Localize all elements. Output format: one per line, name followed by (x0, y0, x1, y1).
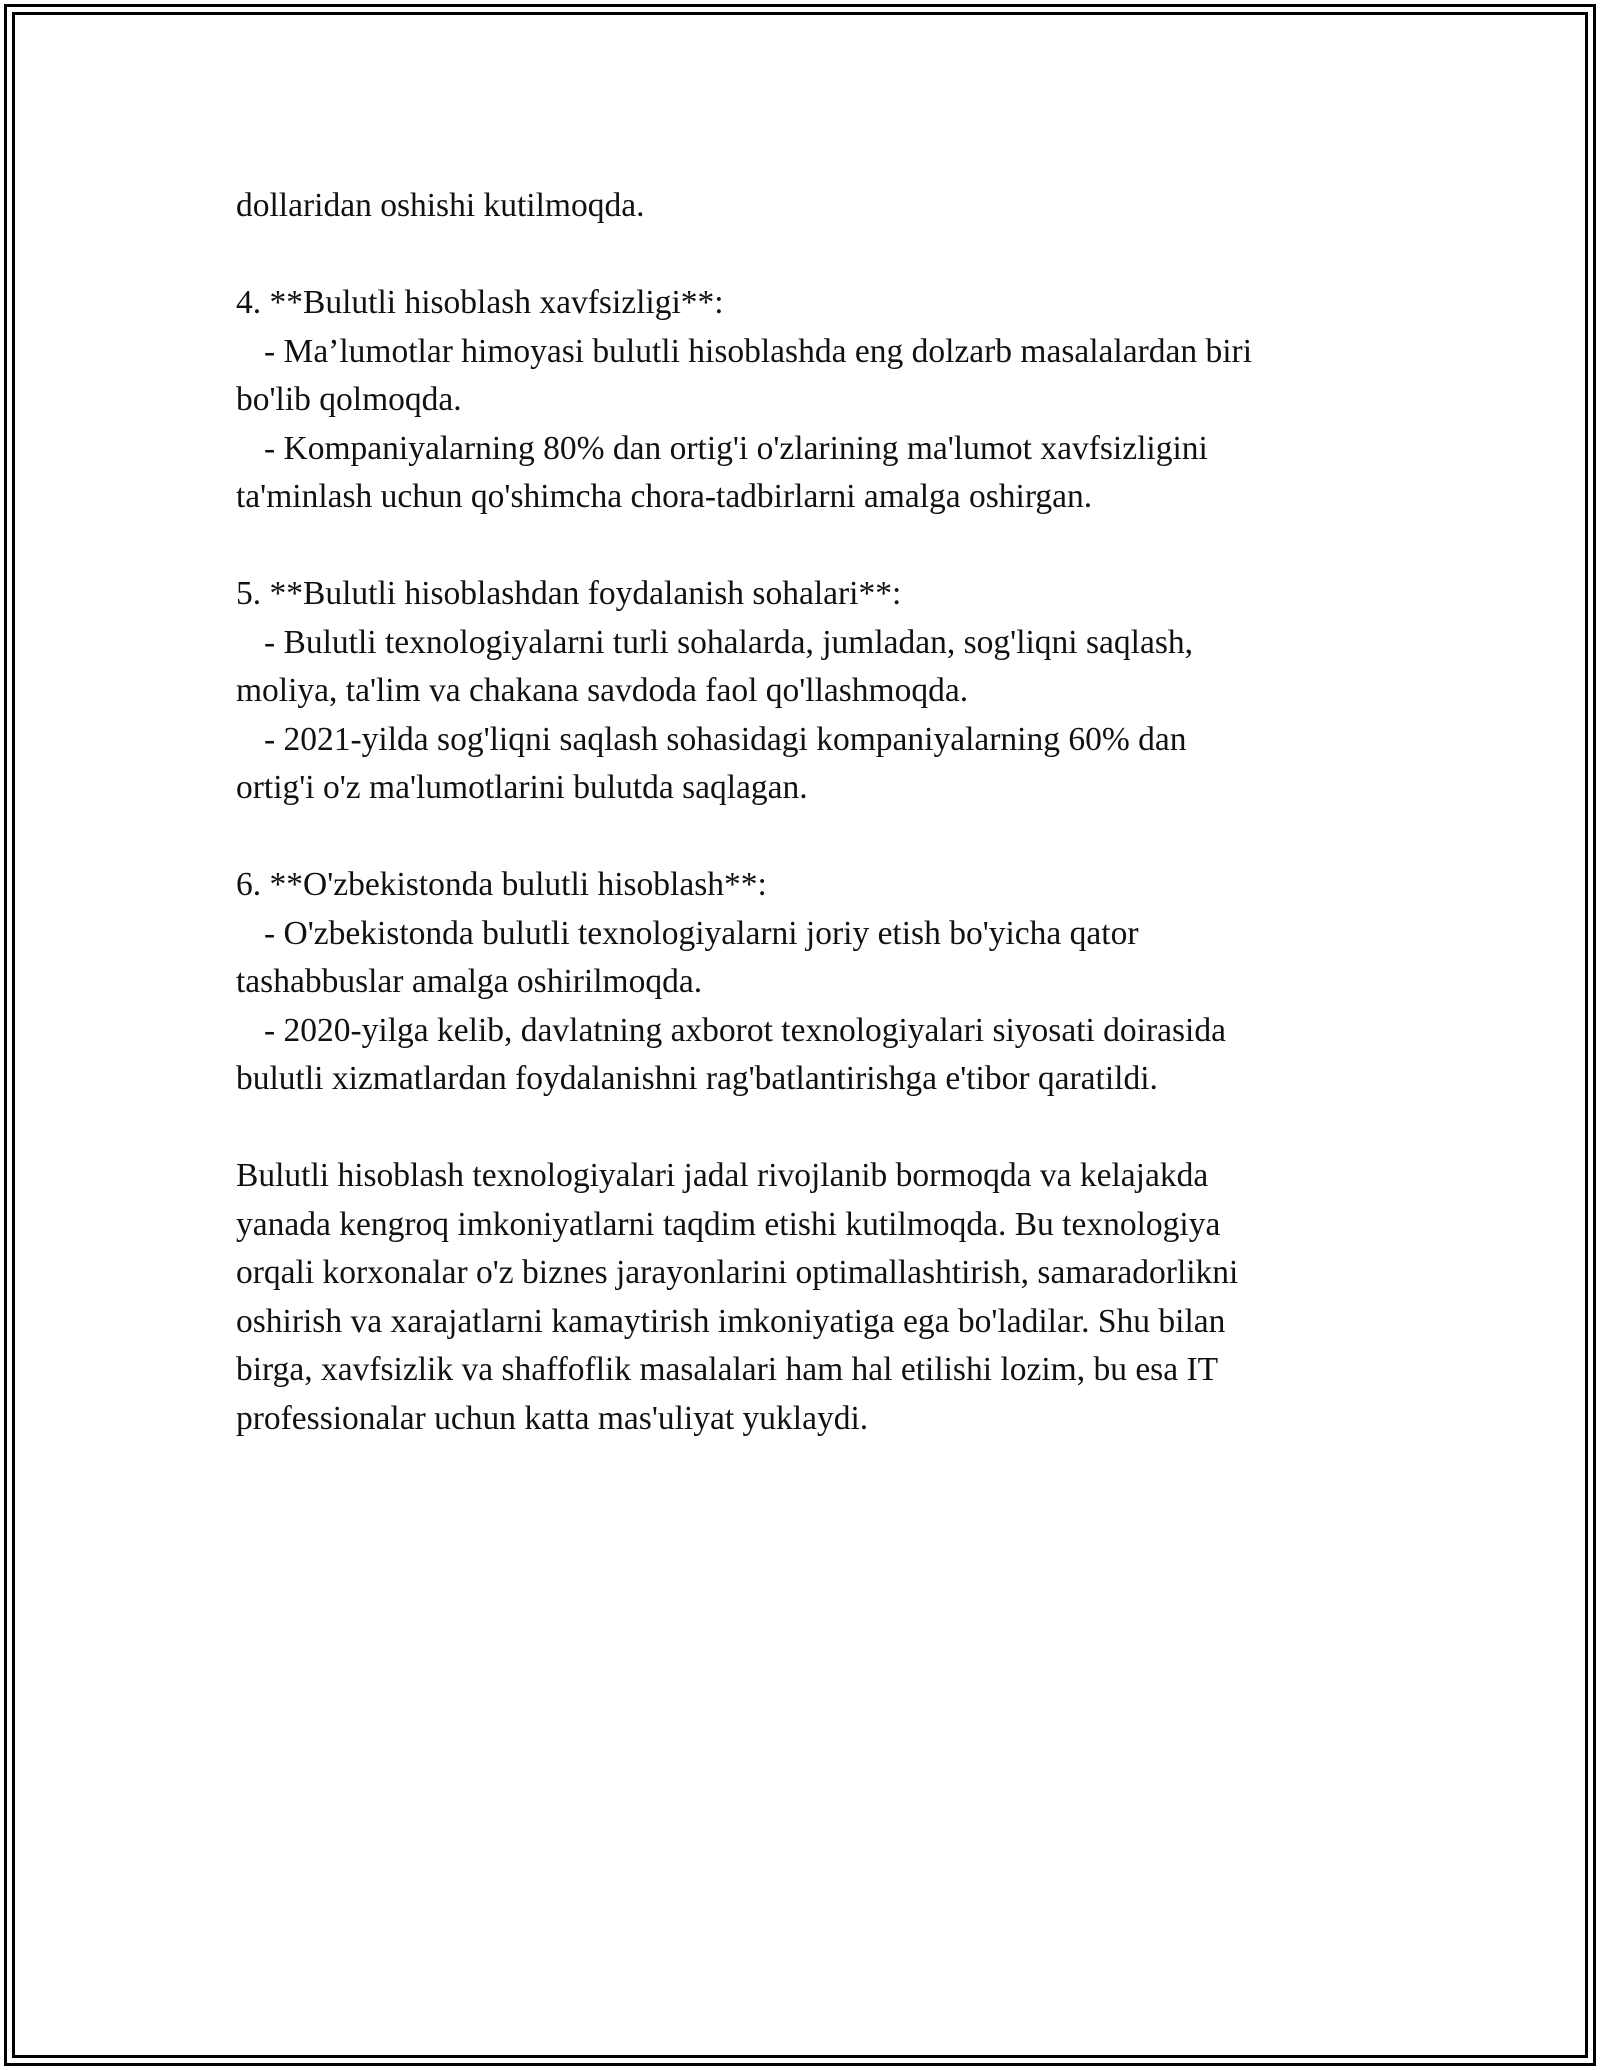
bullet-continuation: bulutli xizmatlardan foydalanishni rag'batlantirishga e'tibor qaratildi. (236, 1060, 1158, 1097)
section-security (236, 279, 1366, 522)
section-heading: 4. **Bulutli hisoblash xavfsizligi**: (236, 284, 724, 321)
document-body (236, 182, 1366, 1443)
paragraph-gap (236, 231, 1366, 280)
conclusion-line: oshirish va xarajatlarni kamaytirish imkoniyatiga ega bo'ladilar. Shu bilan (236, 1302, 1226, 1340)
section-heading: 6. **O'zbekistonda bulutli hisoblash**: (236, 866, 767, 903)
conclusion-line: orqali korxonalar o'z biznes jarayonlarini optimallashtirish, samaradorlikni (236, 1254, 1239, 1291)
bullet-continuation: ta'minlash uchun qo'shimcha chora-tadbirlarni amalga oshirgan. (236, 478, 1093, 515)
bullet-line: - O'zbekistonda bulutli texnologiyalarni joriy etish bo'yicha qator (264, 914, 1139, 952)
section-usage-areas (236, 570, 1366, 813)
conclusion-line: professionalar uchun katta mas'uliyat yuklaydi. (236, 1399, 869, 1437)
bullet-continuation: bo'lib qolmoqda. (236, 381, 462, 418)
section-uzbekistan (236, 861, 1366, 1104)
conclusion-line: birga, xavfsizlik va shaffoflik masalalari ham hal etilishi lozim, bu esa IT (236, 1351, 1219, 1388)
bullet-line: - 2021-yilda sog'liqni saqlash sohasidagi kompaniyalarning 60% dan (264, 720, 1187, 758)
section-heading: 5. **Bulutli hisoblashdan foydalanish sohalari**: (236, 575, 902, 612)
bullet-line: - Bulutli texnologiyalarni turli sohalarda, jumladan, sog'liqni saqlash, (264, 623, 1193, 661)
paragraph-gap (236, 813, 1366, 862)
bullet-continuation: tashabbuslar amalga oshirilmoqda. (236, 963, 703, 1000)
bullet-line: - 2020-yilga kelib, davlatning axborot texnologiyalari siyosati doirasida (264, 1011, 1226, 1049)
conclusion-line: Bulutli hisoblash texnologiyalari jadal rivojlanib bormoqda va kelajakda (236, 1157, 1209, 1194)
bullet-continuation: ortig'i o'z ma'lumotlarini bulutda saqlagan. (236, 769, 808, 806)
conclusion-paragraph (236, 1152, 1366, 1443)
intro-tail-line: dollaridan oshishi kutilmoqda. (236, 187, 645, 224)
bullet-continuation: moliya, ta'lim va chakana savdoda faol qo'llashmoqda. (236, 672, 969, 709)
paragraph-gap (236, 1104, 1366, 1153)
bullet-line: - Kompaniyalarning 80% dan ortig'i o'zlarining ma'lumot xavfsizligini (264, 429, 1208, 467)
bullet-line: - Ma’lumotlar himoyasi bulutli hisoblashda eng dolzarb masalalardan biri (264, 332, 1253, 370)
paragraph-gap (236, 522, 1366, 571)
conclusion-line: yanada kengroq imkoniyatlarni taqdim etishi kutilmoqda. Bu texnologiya (236, 1205, 1221, 1243)
